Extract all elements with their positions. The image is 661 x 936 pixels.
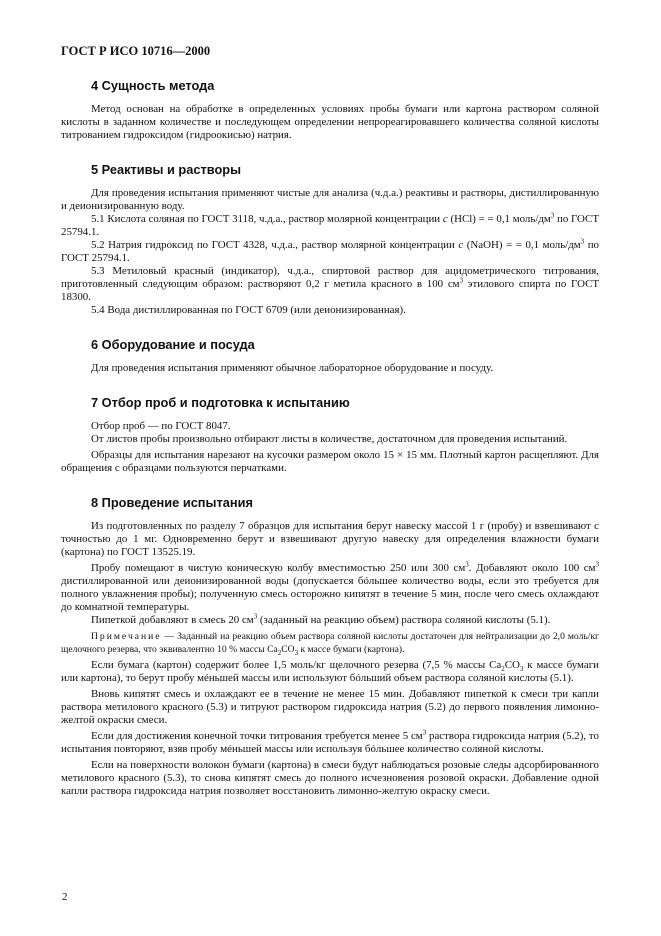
- section-7-paragraph-3: Образцы для испытания нарезают на кусочки размером около 15 × 15 мм. Плотный картон расщепляют. Для обращения с образцами пользуются перчатками.: [61, 449, 599, 474]
- section-4-heading: 4 Сущность метода: [91, 78, 215, 93]
- page-number: 2: [62, 891, 68, 903]
- section-8-paragraph-1: Из подготовленных по разделу 7 образцов для испытания берут навеску массой 1 г (пробу) и взвешивают с точностью до 1 мг. Одновременно берут и взвешивают другую навеску для определения влажности бумаги (картона) по ГОСТ 13525.19.: [61, 520, 599, 558]
- section-4-paragraph: Метод основан на обработке в определенных условиях пробы бумаги или картона раствором соляной кислоты в заданном количестве и последующем определении непрореагировавшего количества соляной кислоты титрованием гидроксидом (гидроокисью) натрия.: [61, 103, 599, 141]
- section-6-paragraph: Для проведения испытания применяют обычное лабораторное оборудование и посуду.: [91, 362, 494, 374]
- section-6-heading: 6 Оборудование и посуда: [91, 337, 255, 352]
- section-8-heading: 8 Проведение испытания: [91, 495, 253, 510]
- document-header: ГОСТ Р ИСО 10716—2000: [61, 44, 211, 58]
- section-8-paragraph-4: Если бумага (картон) содержит более 1,5 моль/кг щелочного резерва (7,5 % массы $Ca_2CO_3$ к массе бумаги или картона), то берут пробу мéньшей массы или используют бóльший объем раствора соляной кислоты (5.1).: [61, 659, 599, 684]
- section-7-paragraph-1: Отбор проб — по ГОСТ 8047.: [91, 420, 231, 432]
- section-7-paragraph-2: От листов пробы произвольно отбирают листы в количестве, достаточном для проведения испытаний.: [91, 433, 568, 445]
- section-8-paragraph-5: Вновь кипятят смесь и охлаждают ее в течение не менее 15 мин. Добавляют пипеткой к смеси три капли раствора метилового красного (5.3) и титруют раствором гидроксида натрия (5.2) до первого появления лимонно-желтой окраски смеси.: [61, 688, 599, 726]
- section-5-intro: Для проведения испытания применяют чистые для анализа (ч.д.а.) реактивы и растворы, дистиллированную и деионизированную воду.: [61, 187, 599, 212]
- section-5-3: 5.3 Метиловый красный (индикатор), ч.д.а., спиртовой раствор для ацидометрического титрования, приготовленный следующим образом: растворяют 0,2 г метила красного в 100 $см^3$ этилового спирта по ГОСТ 18300.: [61, 265, 599, 303]
- section-8-paragraph-7: Если на поверхности волокон бумаги (картона) в смеси будут наблюдаться розовые следы адсорбированного метилового красного (5.3), то снова кипятят смесь до полного исчезновения розовой окраски. Добавление одной капли раствора гидроксида натрия позволяет восстановить лимонно-желтую окраску смеси.: [61, 759, 599, 797]
- section-8-paragraph-6: Если для достижения конечной точки титрования требуется менее 5 $см^3$ раствора гидроксида натрия (5.2), то испытания повторяют, взяв пробу мéньшей массы или используя бóльшее количество соляной кислоты.: [61, 728, 599, 755]
- section-8-paragraph-2: Пробу помещают в чистую коническую колбу вместимостью 250 или 300 $см^3$. Добавляют около 100 $см^3$ дистиллированной или деионизированной воды (допускается бóльшее количество воды, если это требуется для полного увлажнения пробы); полученную смесь осторожно кипятят в течение 5 мин, после чего смесь охлаждают до комнатной температуры.: [61, 560, 599, 613]
- section-7-heading: 7 Отбор проб и подготовка к испытанию: [91, 395, 350, 410]
- section-5-4: 5.4 Вода дистиллированная по ГОСТ 6709 (или деионизированная).: [91, 304, 406, 316]
- section-5-2: 5.2 Натрия гидроксид по ГОСТ 4328, ч.д.а., раствор молярной концентрации c (NaOH) = = 0,1 моль/$дм^3$ по ГОСТ 25794.1.: [61, 237, 600, 264]
- note-label: Примечание: [91, 631, 162, 642]
- document-body: [61, 60, 599, 798]
- note: Примечание — Заданный на реакцию объем раствора соляной кислоты достаточен для нейтрализации до 2,0 моль/кг щелочного резерва, что эквивалентно 10 % массы $Ca_2CO_3$ к массе бумаги (картона).: [61, 631, 599, 657]
- section-5-heading: 5 Реактивы и растворы: [91, 162, 242, 177]
- section-5-1: 5.1 Кислота соляная по ГОСТ 3118, ч.д.а., раствор молярной концентрации c (HCl) = = 0,1 моль/$дм^3$ по ГОСТ 25794.1.: [61, 211, 599, 238]
- section-8-paragraph-3: Пипеткой добавляют в смесь 20 $см^3$ (заданный на реакцию объем) раствора соляной кислоты (5.1).: [91, 612, 551, 626]
